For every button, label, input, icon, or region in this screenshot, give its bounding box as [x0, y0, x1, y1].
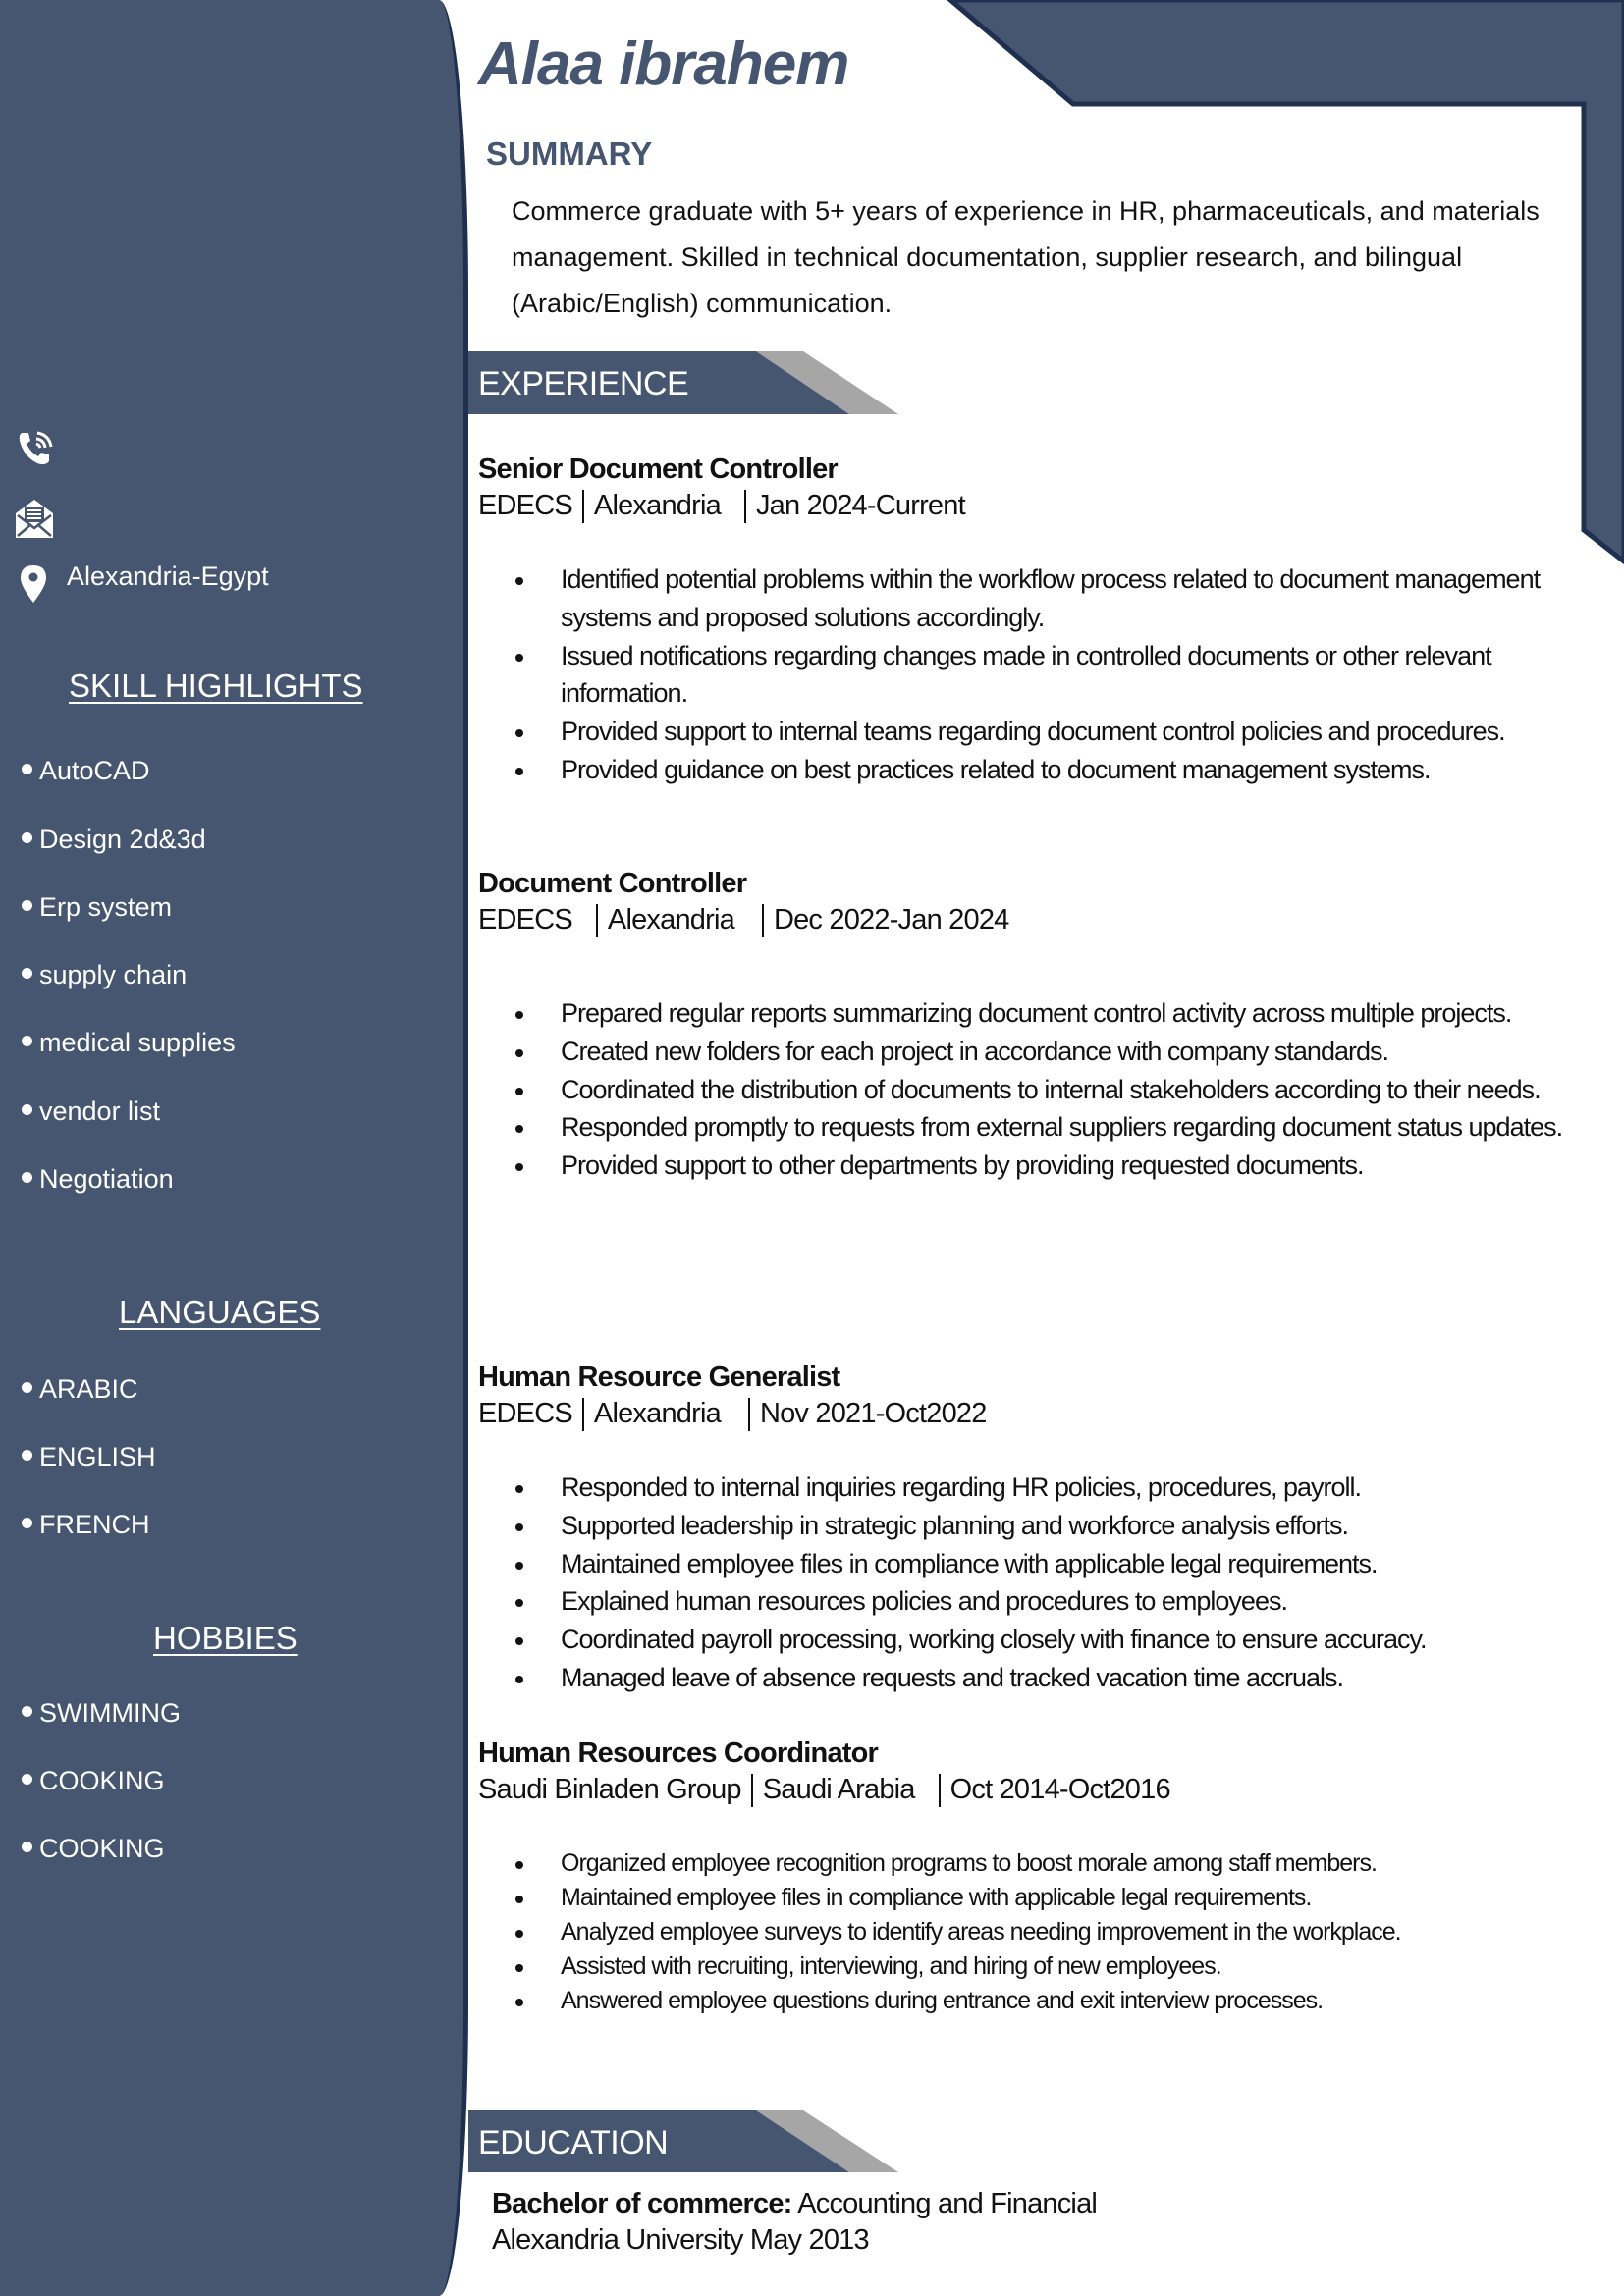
job-title: Human Resource Generalist: [478, 1362, 840, 1393]
job-dates: Oct 2014-Oct2016: [949, 1774, 1170, 1805]
language-item: FRENCH: [22, 1510, 150, 1540]
company: EDECS: [478, 490, 572, 521]
job-entry: [478, 1362, 1617, 1697]
candidate-name: Alaa ibrahem: [478, 30, 849, 98]
languages-heading: LANGUAGES: [119, 1294, 321, 1330]
skill-item: vendor list: [22, 1096, 160, 1127]
education-banner: [468, 2110, 861, 2173]
job-bullet: Explained human resources policies and procedures to employees.: [478, 1582, 1617, 1621]
hobby-item: SWIMMING: [22, 1698, 181, 1729]
job-bullet: Answered employee questions during entrance and exit interview processes.: [478, 1984, 1617, 2018]
job-bullet: Supported leadership in strategic planning and workforce analysis efforts.: [478, 1507, 1617, 1545]
job-bullet: Prepared regular reports summarizing document control activity across multiple projects.: [478, 994, 1617, 1033]
summary-text: Commerce graduate with 5+ years of experience in HR, pharmaceuticals, and materials management. Skilled in technical documentation, supplier research, and bilingual (Arabic/English) communication.: [512, 196, 1540, 318]
skill-item: Negotiation: [22, 1164, 174, 1195]
job-meta: [478, 490, 1617, 523]
job-location: Alexandria: [593, 490, 721, 521]
job-dates: Jan 2024-Current: [755, 490, 965, 521]
location-text: Alexandria-Egypt: [67, 561, 269, 591]
education-degree-line: [492, 2188, 1097, 2220]
hobbies-heading: HOBBIES: [153, 1620, 298, 1656]
education-school: Alexandria University May 2013: [492, 2224, 869, 2256]
job-entry: [478, 868, 1617, 1185]
job-entry: [478, 1737, 1617, 2018]
job-bullet: Coordinated payroll processing, working closely with finance to ensure accuracy.: [478, 1621, 1617, 1659]
company: EDECS: [478, 1398, 572, 1429]
job-bullet: Identified potential problems within the workflow process related to document management systems and proposed solutions accordingly.: [478, 561, 1617, 636]
job-bullet: Maintained employee files in compliance with applicable legal requirements.: [478, 1545, 1617, 1583]
job-dates: Nov 2021-Oct2022: [759, 1398, 987, 1429]
skill-item: Design 2d&3d: [22, 825, 206, 855]
hobby-item: COOKING: [22, 1766, 165, 1796]
experience-heading: EXPERIENCE: [478, 365, 689, 402]
job-meta: [478, 1398, 1617, 1431]
job-bullet: Provided support to internal teams regarding document control policies and procedures.: [478, 713, 1617, 751]
job-bullet: Analyzed employee surveys to identify areas needing improvement in the workplace.: [478, 1915, 1617, 1949]
job-location: Alexandria: [607, 904, 734, 935]
job-bullet: Coordinated the distribution of documents to internal stakeholders according to their needs.: [478, 1071, 1617, 1109]
job-bullet: Created new folders for each project in accordance with company standards.: [478, 1033, 1617, 1071]
job-bullet: Assisted with recruiting, interviewing, and hiring of new employees.: [478, 1949, 1617, 1984]
job-bullet: Provided support to other departments by providing requested documents.: [478, 1147, 1617, 1185]
hobby-item: COOKING: [22, 1834, 165, 1864]
skill-item: Erp system: [22, 892, 172, 923]
phone-icon: [16, 429, 55, 468]
language-item: ARABIC: [22, 1374, 138, 1405]
job-bullet: Responded promptly to requests from external suppliers regarding document status updates.: [478, 1108, 1617, 1147]
job-bullet: Issued notifications regarding changes made in controlled documents or other relevant information.: [478, 637, 1617, 713]
job-dates: Dec 2022-Jan 2024: [773, 904, 1009, 935]
job-bullet: Organized employee recognition programs to boost morale among staff members.: [478, 1846, 1617, 1881]
company: EDECS: [478, 904, 572, 935]
job-title: Human Resources Coordinator: [478, 1737, 879, 1769]
summary-heading: SUMMARY: [486, 135, 653, 172]
skill-item: AutoCAD: [22, 756, 150, 786]
skills-heading: SKILL HIGHLIGHTS: [69, 667, 363, 704]
job-location: Saudi Arabia: [762, 1774, 915, 1805]
job-meta: [478, 904, 1617, 937]
job-bullet: Responded to internal inquiries regarding HR policies, procedures, payroll.: [478, 1468, 1617, 1507]
language-item: ENGLISH: [22, 1442, 156, 1472]
skill-item: supply chain: [22, 960, 187, 990]
job-location: Alexandria: [593, 1398, 721, 1429]
email-icon: [15, 498, 54, 539]
skill-item: medical supplies: [22, 1028, 236, 1058]
job-entry: [478, 454, 1617, 789]
location-pin-icon: [20, 564, 47, 604]
job-bullet: Managed leave of absence requests and tracked vacation time accruals.: [478, 1659, 1617, 1697]
education-heading: EDUCATION: [478, 2124, 669, 2162]
job-title: Document Controller: [478, 868, 747, 899]
degree: Bachelor of commerce:: [492, 2188, 792, 2219]
job-title: Senior Document Controller: [478, 454, 838, 485]
job-meta: [478, 1774, 1617, 1807]
job-bullet: Provided guidance on best practices related to document management systems.: [478, 751, 1617, 789]
experience-banner: [468, 351, 861, 414]
field-of-study: Accounting and Financial: [797, 2188, 1098, 2219]
job-bullet: Maintained employee files in compliance with applicable legal requirements.: [478, 1881, 1617, 1915]
company: Saudi Binladen Group: [478, 1774, 741, 1805]
